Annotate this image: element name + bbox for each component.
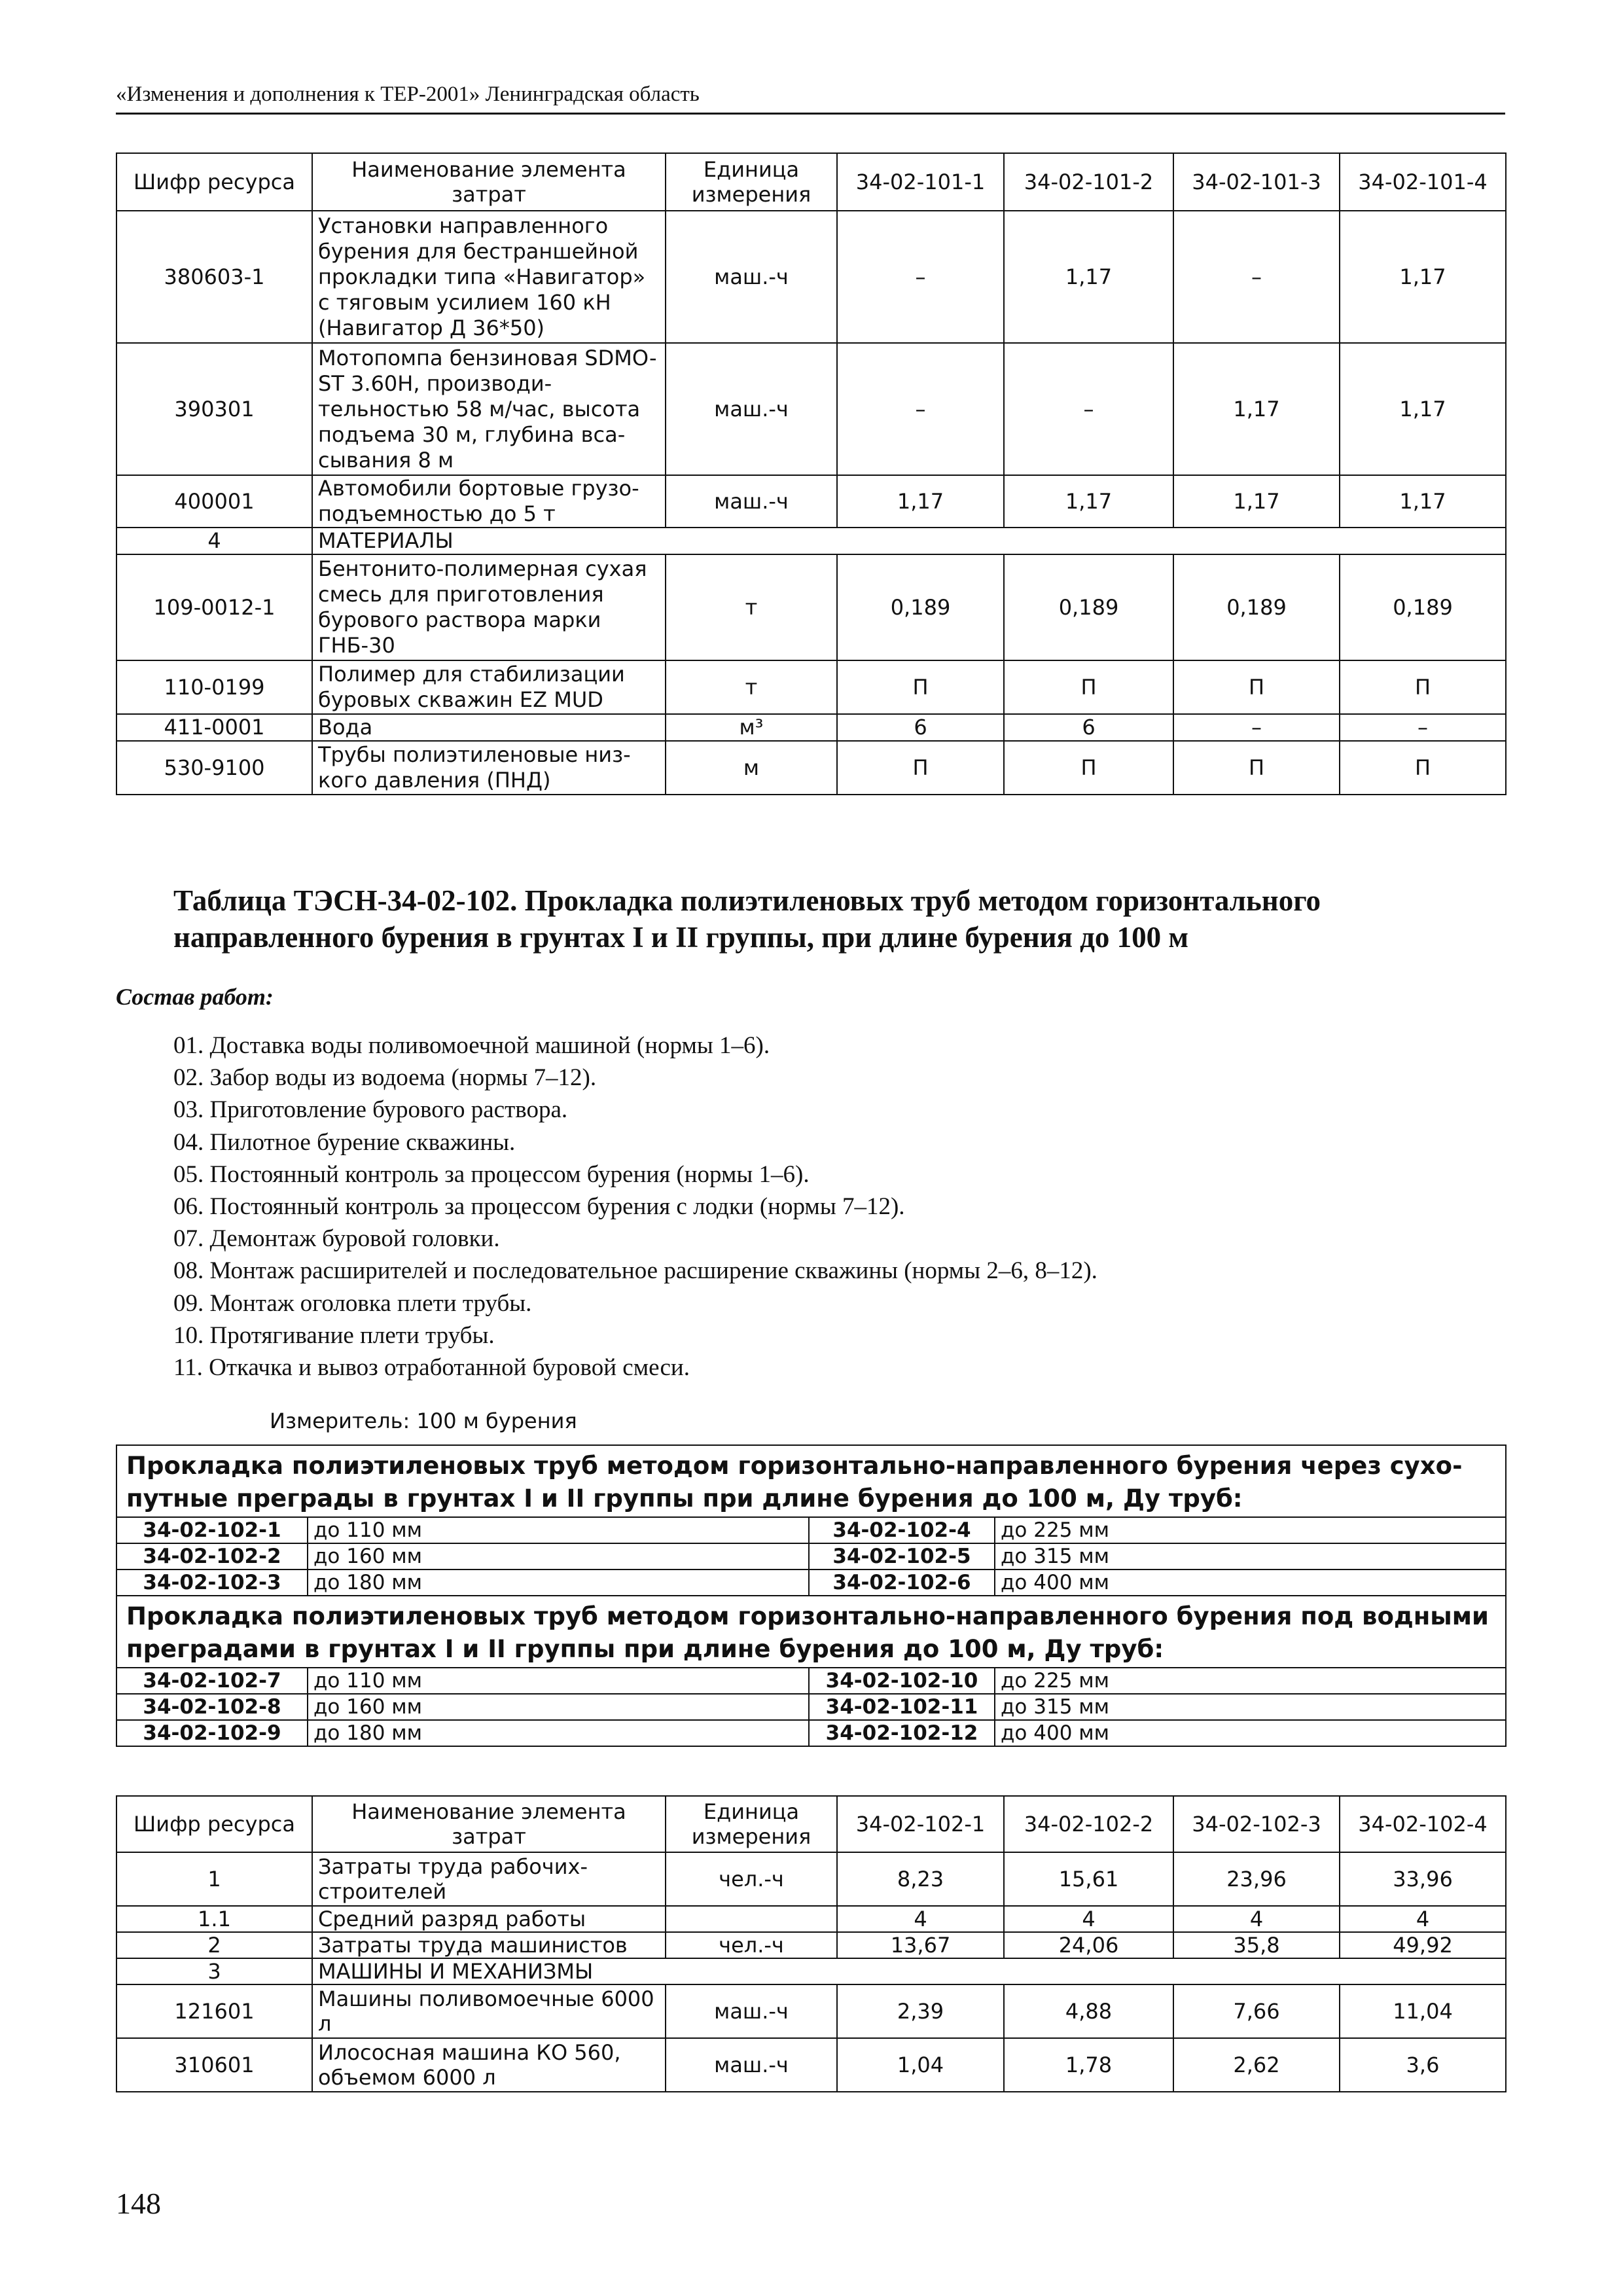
value-cell: 35,8 [1173, 1932, 1340, 1958]
value-cell: 49,92 [1340, 1932, 1506, 1958]
resource-name-cell: Полимер для стабилизации буровых скважин EZ MUD [312, 660, 666, 714]
resource-name-cell: Вода [312, 714, 666, 741]
works-list-item: 09. Монтаж оголовка плети трубы. [173, 1289, 532, 1317]
value-cell: П [1340, 741, 1506, 795]
value-cell: П [837, 741, 1004, 795]
resource-name-cell: Затраты труда рабочих-строителей [312, 1852, 666, 1906]
norm-diameter: до 110 мм [308, 1517, 809, 1543]
norm-code: 34-02-102-12 [809, 1720, 995, 1746]
header-cell: 34-02-102-2 [1004, 1796, 1173, 1852]
header-cell: Единица измерения [666, 153, 837, 211]
works-list-item: 08. Монтаж расширителей и последовательное расширение скважины (нормы 2–6, 8–12). [173, 1257, 1097, 1285]
works-list-item: 01. Доставка воды поливомоечной машиной (нормы 1–6). [173, 1032, 770, 1059]
norm-diameter: до 400 мм [995, 1570, 1506, 1596]
section-row [116, 1958, 1506, 1984]
value-cell: 1,17 [1340, 475, 1506, 528]
norm-code: 34-02-102-3 [116, 1570, 308, 1596]
unit-cell: т [666, 554, 837, 660]
value-cell: 1,17 [837, 475, 1004, 528]
norm-row [116, 1570, 1506, 1596]
norm-row [116, 1668, 1506, 1694]
unit-cell: м [666, 741, 837, 795]
norm-diameter: до 225 мм [995, 1517, 1506, 1543]
resource-code-cell: 109-0012-1 [116, 554, 312, 660]
resource-name-cell: Машины поливомоечные 6000 л [312, 1984, 666, 2038]
resource-code-cell: 310601 [116, 2038, 312, 2092]
table-header-row [116, 153, 1506, 211]
unit-cell: маш.-ч [666, 475, 837, 528]
section-name-cell: МАТЕРИАЛЫ [312, 528, 1506, 554]
norm-code: 34-02-102-10 [809, 1668, 995, 1694]
norms-index-table [116, 1444, 1507, 1747]
value-cell: 2,39 [837, 1984, 1004, 2038]
section-row [116, 528, 1506, 554]
table-row [116, 714, 1506, 741]
value-cell: – [1173, 211, 1340, 343]
section-name-cell: МАШИНЫ И МЕХАНИЗМЫ [312, 1958, 1506, 1984]
value-cell: 1,78 [1004, 2038, 1173, 2092]
norm-code: 34-02-102-8 [116, 1694, 308, 1720]
group-title-row [116, 1596, 1506, 1668]
value-cell: 4 [1173, 1906, 1340, 1932]
value-cell: 2,62 [1173, 2038, 1340, 2092]
table-row [116, 1852, 1506, 1906]
resource-code-cell: 3 [116, 1958, 312, 1984]
resource-code-cell: 390301 [116, 343, 312, 475]
resource-code-cell: 411-0001 [116, 714, 312, 741]
value-cell: 8,23 [837, 1852, 1004, 1906]
norm-row [116, 1694, 1506, 1720]
table-title: Таблица ТЭСН-34-02-102. Прокладка полиэтиленовых труб методом горизонтального направленного бурения в грунтах I и II группы, при длине бурения до 100 м [173, 884, 1321, 954]
value-cell: – [1004, 343, 1173, 475]
norm-row [116, 1543, 1506, 1570]
header-cell: 34-02-102-1 [837, 1796, 1004, 1852]
works-heading: Состав работ: [116, 984, 274, 1010]
value-cell: 1,17 [1340, 211, 1506, 343]
resource-name-cell: Установки направленного бурения для бестраншейной прокладки типа «Навигатор» с тяговым усилием 160 кН (Навигатор Д 36*50) [312, 211, 666, 343]
unit-cell: маш.-ч [666, 211, 837, 343]
unit-cell: м³ [666, 714, 837, 741]
resource-table-101 [116, 152, 1507, 795]
header-cell: Шифр ресурса [116, 1796, 312, 1852]
unit-cell: чел.-ч [666, 1932, 837, 1958]
norm-code: 34-02-102-4 [809, 1517, 995, 1543]
group-title: Прокладка полиэтиленовых труб методом горизонтально-направленного бурения под водными преградами в грунтах I и II группы при длине бурения до 100 м, Ду труб: [116, 1596, 1506, 1668]
resource-code-cell: 2 [116, 1932, 312, 1958]
table-row [116, 1984, 1506, 2038]
value-cell: П [1173, 660, 1340, 714]
value-cell: 11,04 [1340, 1984, 1506, 2038]
resource-code-cell: 4 [116, 528, 312, 554]
table-row [116, 554, 1506, 660]
header-cell: 34-02-102-4 [1340, 1796, 1506, 1852]
value-cell: П [1004, 660, 1173, 714]
works-list-item: 04. Пилотное бурение скважины. [173, 1128, 516, 1156]
value-cell: 1,17 [1340, 343, 1506, 475]
page-number: 148 [116, 2187, 161, 2220]
table-row [116, 741, 1506, 795]
value-cell: – [837, 343, 1004, 475]
value-cell: 4,88 [1004, 1984, 1173, 2038]
value-cell: 4 [837, 1906, 1004, 1932]
value-cell: – [1340, 714, 1506, 741]
header-cell: Шифр ресурса [116, 153, 312, 211]
resource-code-cell: 121601 [116, 1984, 312, 2038]
works-list-item: 07. Демонтаж буровой головки. [173, 1225, 500, 1253]
resource-code-cell: 400001 [116, 475, 312, 528]
table-row [116, 211, 1506, 343]
value-cell: – [837, 211, 1004, 343]
norm-code: 34-02-102-1 [116, 1517, 308, 1543]
resource-name-cell: Бентонито-полимерная сухая смесь для приготовления бурового раствора марки ГНБ-30 [312, 554, 666, 660]
resource-name-cell: Средний разряд работы [312, 1906, 666, 1932]
unit-cell: чел.-ч [666, 1852, 837, 1906]
table-row [116, 1932, 1506, 1958]
resource-name-cell: Затраты труда машинистов [312, 1932, 666, 1958]
table-row [116, 475, 1506, 528]
value-cell: П [1004, 741, 1173, 795]
value-cell: 0,189 [1173, 554, 1340, 660]
norm-row [116, 1720, 1506, 1746]
norm-diameter: до 400 мм [995, 1720, 1506, 1746]
value-cell: 1,17 [1004, 475, 1173, 528]
norm-code: 34-02-102-6 [809, 1570, 995, 1596]
header-cell: 34-02-102-3 [1173, 1796, 1340, 1852]
resource-name-cell: Илососная машина КО 560, объемом 6000 л [312, 2038, 666, 2092]
value-cell: 1,04 [837, 2038, 1004, 2092]
norm-diameter: до 180 мм [308, 1720, 809, 1746]
works-list-item: 03. Приготовление бурового раствора. [173, 1096, 568, 1124]
value-cell: 1,17 [1004, 211, 1173, 343]
table-row [116, 1906, 1506, 1932]
table-row [116, 2038, 1506, 2092]
value-cell: 6 [1004, 714, 1173, 741]
resource-table-102 [116, 1795, 1507, 2092]
norm-diameter: до 160 мм [308, 1543, 809, 1570]
norm-code: 34-02-102-7 [116, 1668, 308, 1694]
header-cell: 34-02-101-3 [1173, 153, 1340, 211]
table-header-row [116, 1796, 1506, 1852]
resource-name-cell: Трубы полиэтиленовые низ-кого давления (ПНД) [312, 741, 666, 795]
works-list-item: 10. Протягивание плети трубы. [173, 1321, 495, 1349]
unit-cell: маш.-ч [666, 343, 837, 475]
header-cell: 34-02-101-4 [1340, 153, 1506, 211]
unit-cell: маш.-ч [666, 1984, 837, 2038]
value-cell: 24,06 [1004, 1932, 1173, 1958]
header-cell: Единица измерения [666, 1796, 837, 1852]
resource-code-cell: 380603-1 [116, 211, 312, 343]
header-rule [116, 113, 1505, 115]
value-cell: 3,6 [1340, 2038, 1506, 2092]
value-cell: П [837, 660, 1004, 714]
header-cell: Наименование элемента затрат [312, 153, 666, 211]
norm-code: 34-02-102-9 [116, 1720, 308, 1746]
unit-cell [666, 1906, 837, 1932]
table-row [116, 660, 1506, 714]
norm-code: 34-02-102-11 [809, 1694, 995, 1720]
works-list [173, 1030, 1097, 1384]
value-cell: П [1340, 660, 1506, 714]
works-list-item: 02. Забор воды из водоема (нормы 7–12). [173, 1064, 597, 1092]
value-cell: 33,96 [1340, 1852, 1506, 1906]
value-cell: 0,189 [1340, 554, 1506, 660]
norm-row [116, 1517, 1506, 1543]
norm-diameter: до 160 мм [308, 1694, 809, 1720]
value-cell: 23,96 [1173, 1852, 1340, 1906]
value-cell: 1,17 [1173, 343, 1340, 475]
norm-diameter: до 315 мм [995, 1543, 1506, 1570]
header-cell: 34-02-101-1 [837, 153, 1004, 211]
norm-diameter: до 315 мм [995, 1694, 1506, 1720]
value-cell: 6 [837, 714, 1004, 741]
resource-name-cell: Мотопомпа бензиновая SDMO-ST 3.60Н, производи-тельностью 58 м/час, высота подъема 30 м, глубина вса-сывания 8 м [312, 343, 666, 475]
resource-code-cell: 530-9100 [116, 741, 312, 795]
header-cell: Наименование элемента затрат [312, 1796, 666, 1852]
norm-code: 34-02-102-5 [809, 1543, 995, 1570]
value-cell: 4 [1340, 1906, 1506, 1932]
value-cell: – [1173, 714, 1340, 741]
norm-code: 34-02-102-2 [116, 1543, 308, 1570]
table-row [116, 343, 1506, 475]
norm-diameter: до 225 мм [995, 1668, 1506, 1694]
works-list-item: 06. Постоянный контроль за процессом бурения с лодки (нормы 7–12). [173, 1193, 905, 1221]
value-cell: 0,189 [1004, 554, 1173, 660]
group-title: Прокладка полиэтиленовых труб методом горизонтально-направленного бурения через сухо-путные преграды в грунтах I и II группы при длине бурения до 100 м, Ду труб: [116, 1445, 1506, 1517]
value-cell: 4 [1004, 1906, 1173, 1932]
group-title-row [116, 1445, 1506, 1517]
resource-code-cell: 1 [116, 1852, 312, 1906]
unit-cell: маш.-ч [666, 2038, 837, 2092]
works-list-item: 05. Постоянный контроль за процессом бурения (нормы 1–6). [173, 1160, 810, 1188]
value-cell: 0,189 [837, 554, 1004, 660]
norm-diameter: до 180 мм [308, 1570, 809, 1596]
meter-label: Измеритель: 100 м бурения [270, 1408, 577, 1433]
resource-name-cell: Автомобили бортовые грузо-подъемностью до 5 т [312, 475, 666, 528]
value-cell: 7,66 [1173, 1984, 1340, 2038]
value-cell: 1,17 [1173, 475, 1340, 528]
value-cell: 15,61 [1004, 1852, 1173, 1906]
norm-diameter: до 110 мм [308, 1668, 809, 1694]
works-list-item: 11. Откачка и вывоз отработанной буровой смеси. [173, 1354, 690, 1382]
value-cell: 13,67 [837, 1932, 1004, 1958]
resource-code-cell: 1.1 [116, 1906, 312, 1932]
value-cell: П [1173, 741, 1340, 795]
running-header: «Изменения и дополнения к ТЕР-2001» Ленинградская область [116, 82, 700, 106]
header-cell: 34-02-101-2 [1004, 153, 1173, 211]
resource-code-cell: 110-0199 [116, 660, 312, 714]
unit-cell: т [666, 660, 837, 714]
